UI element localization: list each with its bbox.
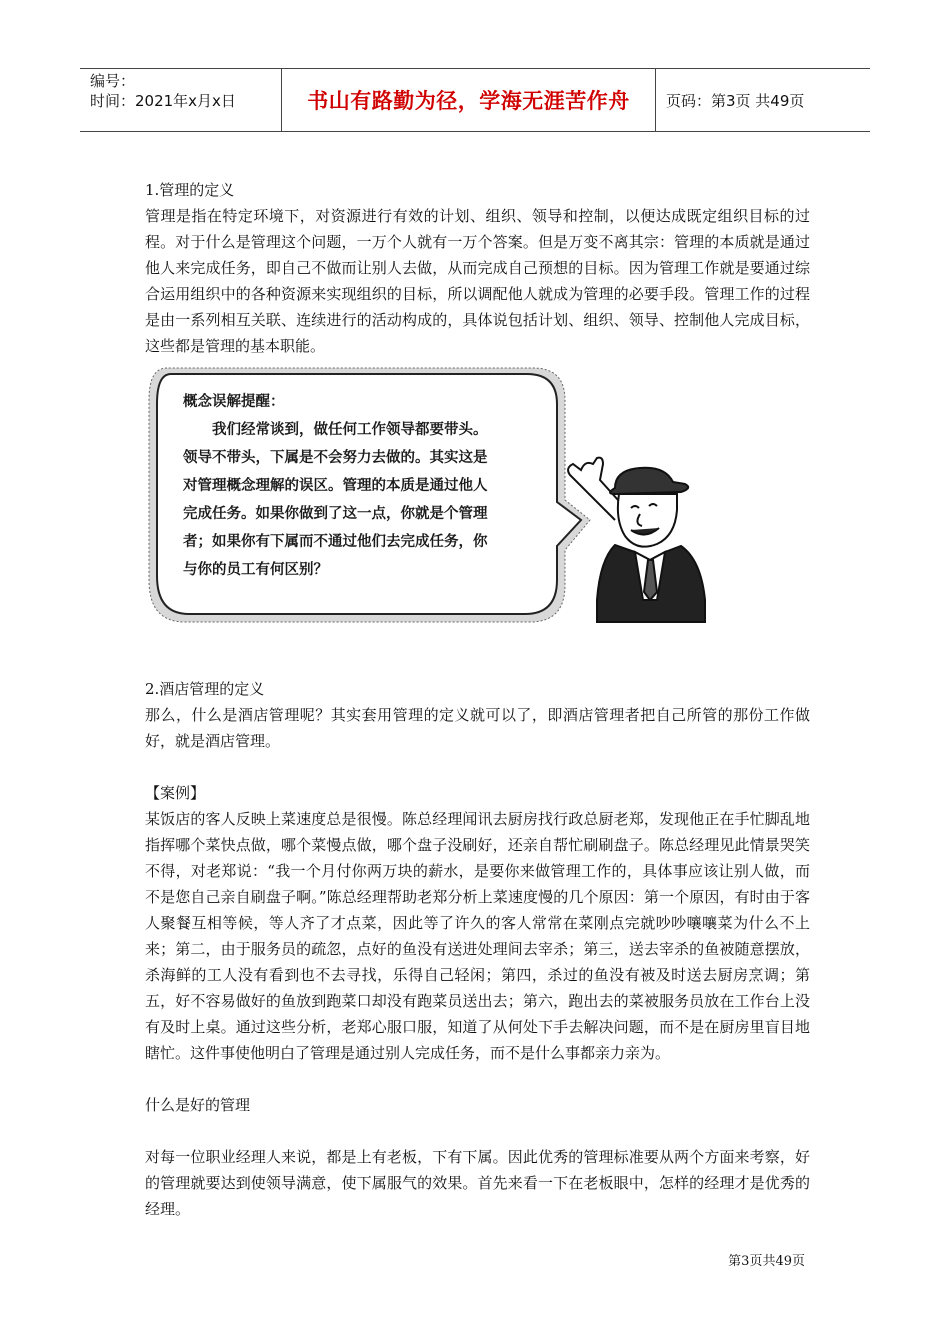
- section1-paragraph: 管理是指在特定环境下，对资源进行有效的计划、组织、领导和控制，以便达成既定组织目标的过程。对于什么是管理这个问题，一万个人就有一万个答案。但是万变不离其宗：管理的本质就是通过他人来完成任务，即自己不做而让别人去做，从而完成自己预想的目标。因为管理工作就是要通过综合运用组织中的各种资源来实现组织的目标，所以调配他人就成为管理的必要手段。管理工作的过程是由一系列相互关联、连续进行的活动构成的，具体说包括计划、组织、领导、控制他人完成目标，这些都是管理的基本职能。: [145, 207, 810, 355]
- lower-content: [145, 676, 810, 1222]
- callout-heading: 概念误解提醒：: [183, 394, 285, 410]
- section3-paragraph: 对每一位职业经理人来说，都是上有老板，下有下属。因此优秀的管理标准要从两个方面来考察，好的管理就要达到使领导满意，使下属服气的效果。首先来看一下在老板眼中，怎样的经理才是优秀的经理。: [145, 1148, 810, 1218]
- header-number: 编号：: [90, 72, 136, 90]
- section2-title: 2.酒店管理的定义: [145, 680, 265, 698]
- page-footer: 第3页共49页: [728, 1254, 805, 1269]
- callout-line: 完成任务。如果你做到了这一点，你就是个管理: [183, 506, 488, 522]
- callout-line: 与你的员工有何区别？: [183, 562, 328, 578]
- concept-callout: [145, 360, 710, 630]
- section1-title: 1.管理的定义: [145, 181, 235, 199]
- section2-paragraph: 那么，什么是酒店管理呢？其实套用管理的定义就可以了，即酒店管理者把自己所管的那份工作做好，就是酒店管理。: [145, 706, 810, 750]
- cartoon-man-icon: [568, 458, 705, 622]
- case-paragraph: 某饭店的客人反映上菜速度总是很慢。陈总经理闻讯去厨房找行政总厨老郑，发现他正在手忙脚乱地指挥哪个菜快点做，哪个菜慢点做，哪个盘子没刷好，还亲自帮忙刷刷盘子。陈总经理见此情景哭笑不得，对老郑说：“我一个月付你两万块的薪水，是要你来做管理工作的，具体事应该让别人做，而不是您自己亲自刷盘子啊。”陈总经理帮助老郑分析上菜速度慢的几个原因：第一个原因，有时由于客人聚餐互相等候，等人齐了才点菜，因此等了许久的客人常常在菜刚点完就吵吵嚷嚷菜为什么不上来；第二，由于服务员的疏忽，点好的鱼没有送进处理间去宰杀；第三，送去宰杀的鱼被随意摆放，杀海鲜的工人没有看到也不去寻找，乐得自己轻闲；第四，杀过的鱼没有被及时送去厨房烹调；第五，好不容易做好的鱼放到跑菜口却没有跑菜员送出去；第六，跑出去的菜被服务员放在工作台上没有及时上桌。通过这些分析，老郑心服口服，知道了从何处下手去解决问题，而不是在厨房里盲目地瞎忙。这件事使他明白了管理是通过别人完成任务，而不是什么事都亲力亲为。: [145, 810, 810, 1062]
- callout-line: 者；如果你有下属而不通过他们去完成任务，你: [183, 534, 488, 550]
- case-title: 【案例】: [145, 784, 206, 802]
- header-time: 时间：2021年x月x日: [90, 92, 236, 110]
- callout-line: 我们经常谈到，做任何工作领导都要带头。: [212, 422, 488, 438]
- header-motto: 书山有路勤为径，学海无涯苦作舟: [307, 89, 630, 113]
- section-management-definition: [145, 177, 810, 359]
- callout-line: 对管理概念理解的误区。管理的本质是通过他人: [183, 478, 488, 494]
- section3-title: 什么是好的管理: [145, 1096, 251, 1114]
- page-header: [80, 68, 870, 132]
- header-page-info: 页码：第3页 共49页: [666, 91, 805, 110]
- header-motto-cell: [282, 69, 656, 131]
- callout-text: [183, 388, 553, 584]
- callout-line: 领导不带头，下属是不会努力去做的。其实这是: [183, 450, 488, 466]
- header-meta: [80, 69, 282, 131]
